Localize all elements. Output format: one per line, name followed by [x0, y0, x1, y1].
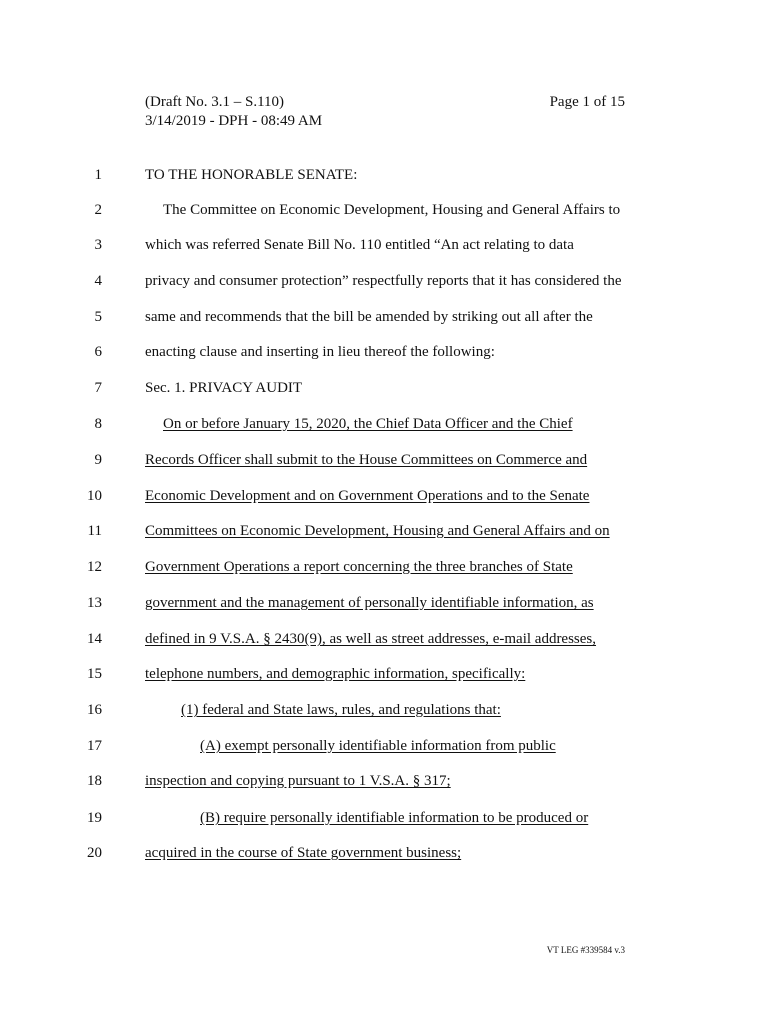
- line-text: Records Officer shall submit to the House Committees on Commerce and: [145, 452, 588, 468]
- line-text: same and recommends that the bill be amended by striking out all after the: [145, 309, 593, 325]
- line-text: Government Operations a report concerning the three branches of State: [145, 559, 573, 575]
- document-line: [0, 486, 770, 506]
- document-line: [0, 414, 770, 434]
- line-number: 18: [87, 773, 102, 789]
- document-line: [0, 165, 770, 185]
- document-line: [0, 307, 770, 327]
- line-text: defined in 9 V.S.A. § 2430(9), as well as street addresses, e-mail addresses,: [145, 631, 597, 647]
- line-text: On or before January 15, 2020, the Chief Data Officer and the Chief: [163, 416, 573, 432]
- page-header-left: [145, 93, 322, 131]
- line-number: 12: [87, 559, 102, 575]
- line-number: 15: [87, 666, 102, 682]
- line-text: Economic Development and on Government Operations and to the Senate: [145, 488, 590, 504]
- draft-label: (Draft No. 3.1 – S.110): [145, 94, 285, 110]
- document-line: [0, 700, 770, 720]
- document-line: [0, 557, 770, 577]
- line-number: 9: [94, 452, 102, 468]
- line-text: government and the management of personally identifiable information, as: [145, 595, 594, 611]
- line-number: 7: [94, 380, 102, 396]
- line-text: which was referred Senate Bill No. 110 entitled “An act relating to data: [145, 237, 574, 253]
- line-text: privacy and consumer protection” respectfully reports that it has considered the: [145, 273, 622, 289]
- line-number: 19: [87, 810, 102, 826]
- document-line: [0, 808, 770, 828]
- line-number: 20: [87, 845, 102, 861]
- line-number: 3: [94, 237, 102, 253]
- draft-date: 3/14/2019 - DPH - 08:49 AM: [145, 113, 323, 129]
- line-text: (1) federal and State laws, rules, and regulations that:: [181, 702, 501, 718]
- document-line: [0, 521, 770, 541]
- document-line: [0, 342, 770, 362]
- document-line: [0, 843, 770, 863]
- section-heading: Sec. 1. PRIVACY AUDIT: [145, 380, 303, 396]
- line-number: 14: [87, 631, 102, 647]
- line-number: 16: [87, 702, 102, 718]
- line-text: (B) require personally identifiable information to be produced or: [200, 810, 589, 826]
- document-footer-id: VT LEG #339584 v.3: [546, 945, 625, 955]
- line-text: TO THE HONORABLE SENATE:: [145, 167, 358, 183]
- page-number: Page 1 of 15: [549, 94, 625, 110]
- line-text: inspection and copying pursuant to 1 V.S.A. § 317;: [145, 773, 451, 789]
- line-number: 2: [94, 202, 102, 218]
- line-text: acquired in the course of State government business;: [145, 845, 462, 861]
- line-text: telephone numbers, and demographic information, specifically:: [145, 666, 526, 682]
- line-number: 11: [87, 523, 102, 539]
- line-number: 5: [94, 309, 102, 325]
- document-line: [0, 593, 770, 613]
- document-line: [0, 271, 770, 291]
- line-number: 13: [87, 595, 102, 611]
- document-line: [0, 664, 770, 684]
- line-text: The Committee on Economic Development, Housing and General Affairs to: [163, 202, 621, 218]
- line-text: (A) exempt personally identifiable information from public: [200, 738, 556, 754]
- document-line: [0, 736, 770, 756]
- line-text: Committees on Economic Development, Housing and General Affairs and on: [145, 523, 610, 539]
- line-number: 17: [87, 738, 102, 754]
- line-number: 10: [87, 488, 102, 504]
- document-line: [0, 235, 770, 255]
- document-line: [0, 378, 770, 398]
- line-number: 8: [94, 416, 102, 432]
- line-number: 4: [94, 273, 102, 289]
- document-line: [0, 771, 770, 791]
- document-line: [0, 629, 770, 649]
- line-text: enacting clause and inserting in lieu thereof the following:: [145, 344, 495, 360]
- document-line: [0, 200, 770, 220]
- line-number: 1: [94, 167, 102, 183]
- line-number: 6: [94, 344, 102, 360]
- document-line: [0, 450, 770, 470]
